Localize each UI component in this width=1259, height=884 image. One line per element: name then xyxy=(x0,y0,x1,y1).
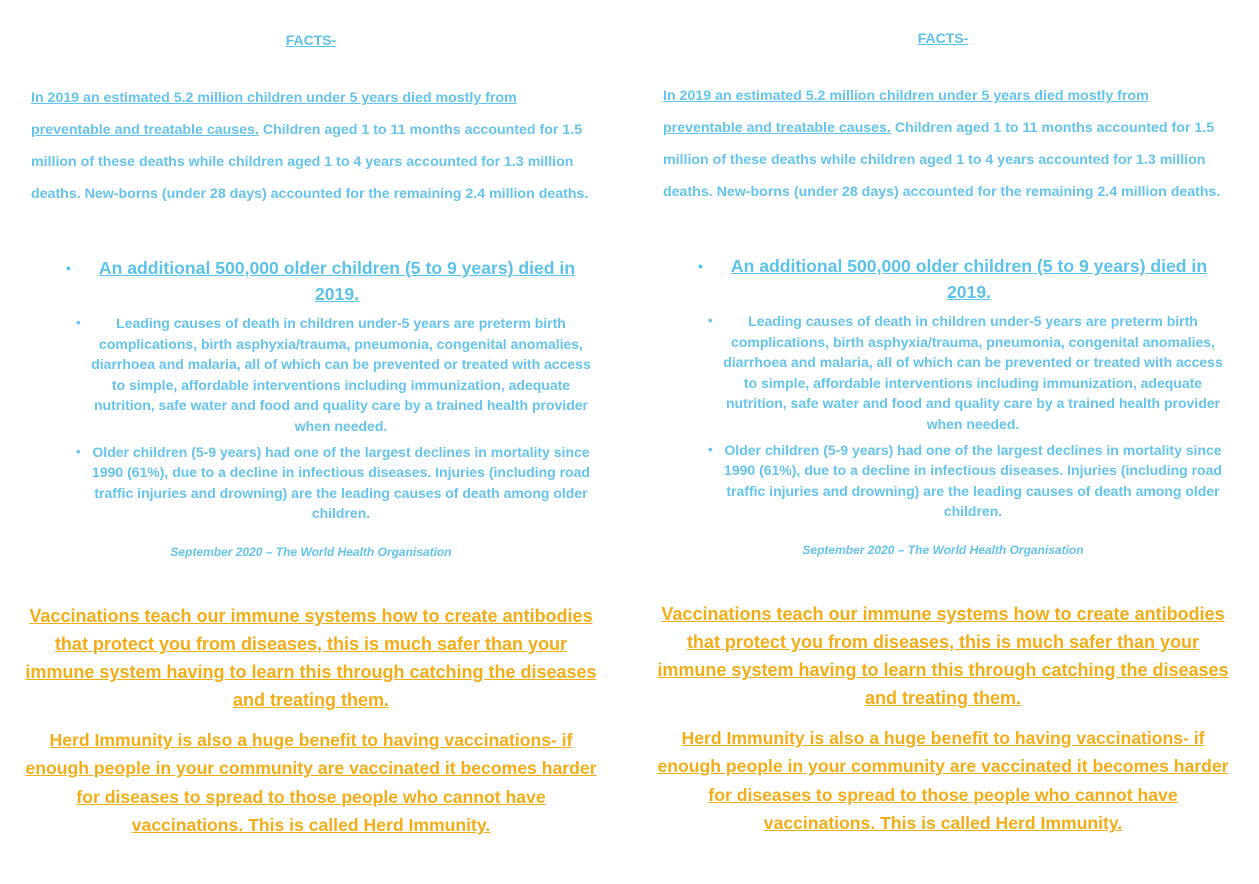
sub-bullet-item: • Leading causes of death in children under-5 years are preterm birth complications, birth asphyxia/trauma, pneumonia, congenital anomalies, diarrhoea and malaria, all of which can be prevented or treated with access to simple, affordable interventions including immunization, adequate nutrition, safe water and food and quality care by a trained health provider when needed. xyxy=(702,311,1226,435)
sub-bullet-item: • Older children (5-9 years) had one of the largest declines in mortality since 1990 (61%), due to a decline in infectious diseases. Injuries (including road traffic injuries and drowning) are the leading causes of death among older children. xyxy=(70,442,594,524)
facts-heading: FACTS- xyxy=(917,30,969,46)
main-bullet-list xyxy=(60,255,590,307)
main-bullet-list xyxy=(692,253,1222,305)
sub-bullet-item: • Older children (5-9 years) had one of the largest declines in mortality since 1990 (61%), due to a decline in infectious diseases. Injuries (including road traffic injuries and drowning) are the leading causes of death among older children. xyxy=(702,440,1226,522)
intro-underlined-text: In 2019 an estimated 5.2 million children under 5 years died mostly from preventable and treatable causes. xyxy=(663,88,1149,136)
intro-underlined-text: In 2019 an estimated 5.2 million children under 5 years died mostly from preventable and treatable causes. xyxy=(31,90,517,138)
intro-paragraph xyxy=(31,82,597,210)
document-page-right xyxy=(652,0,1252,884)
facts-heading: FACTS- xyxy=(285,32,337,48)
intro-rest-text: Children aged 1 to 11 months accounted for 1.5 million of these deaths while children aged 1 to 4 years accounted for 1.3 million deaths. New-borns (under 28 days) accounted for the remaining 2.4 million deaths. xyxy=(663,120,1221,200)
sub-bullet-item: • Leading causes of death in children under-5 years are preterm birth complications, birth asphyxia/trauma, pneumonia, congenital anomalies, diarrhoea and malaria, all of which can be prevented or treated with access to simple, affordable interventions including immunization, adequate nutrition, safe water and food and quality care by a trained health provider when needed. xyxy=(70,313,594,437)
sub-bullet-list xyxy=(70,313,594,529)
vaccinations-paragraph: Vaccinations teach our immune systems how to create antibodies that protect you from diseases, this is much safer than your immune system having to learn this through catching the diseases and treating them. xyxy=(657,604,1229,708)
vaccinations-paragraph: Vaccinations teach our immune systems how to create antibodies that protect you from diseases, this is much safer than your immune system having to learn this through catching the diseases and treating them. xyxy=(25,606,597,710)
herd-immunity-paragraph: Herd Immunity is also a huge benefit to having vaccinations- if enough people in your community are vaccinated it becomes harder for diseases to spread to those people who cannot have vaccinations. This is called Herd Immunity. xyxy=(657,728,1229,833)
document-page-left xyxy=(20,0,620,884)
intro-rest-text: Children aged 1 to 11 months accounted for 1.5 million of these deaths while children aged 1 to 4 years accounted for 1.3 million deaths. New-borns (under 28 days) accounted for the remaining 2.4 million deaths. xyxy=(31,122,589,202)
herd-immunity-paragraph: Herd Immunity is also a huge benefit to having vaccinations- if enough people in your community are vaccinated it becomes harder for diseases to spread to those people who cannot have vaccinations. This is called Herd Immunity. xyxy=(25,730,597,835)
main-bullet-item: • An additional 500,000 older children (5 to 9 years) died in 2019. xyxy=(60,255,590,307)
source-citation: September 2020 – The World Health Organisation xyxy=(170,545,452,559)
source-citation: September 2020 – The World Health Organisation xyxy=(802,543,1084,557)
main-bullet-item: • An additional 500,000 older children (5 to 9 years) died in 2019. xyxy=(692,253,1222,305)
intro-paragraph xyxy=(663,80,1229,208)
sub-bullet-list xyxy=(702,311,1226,527)
